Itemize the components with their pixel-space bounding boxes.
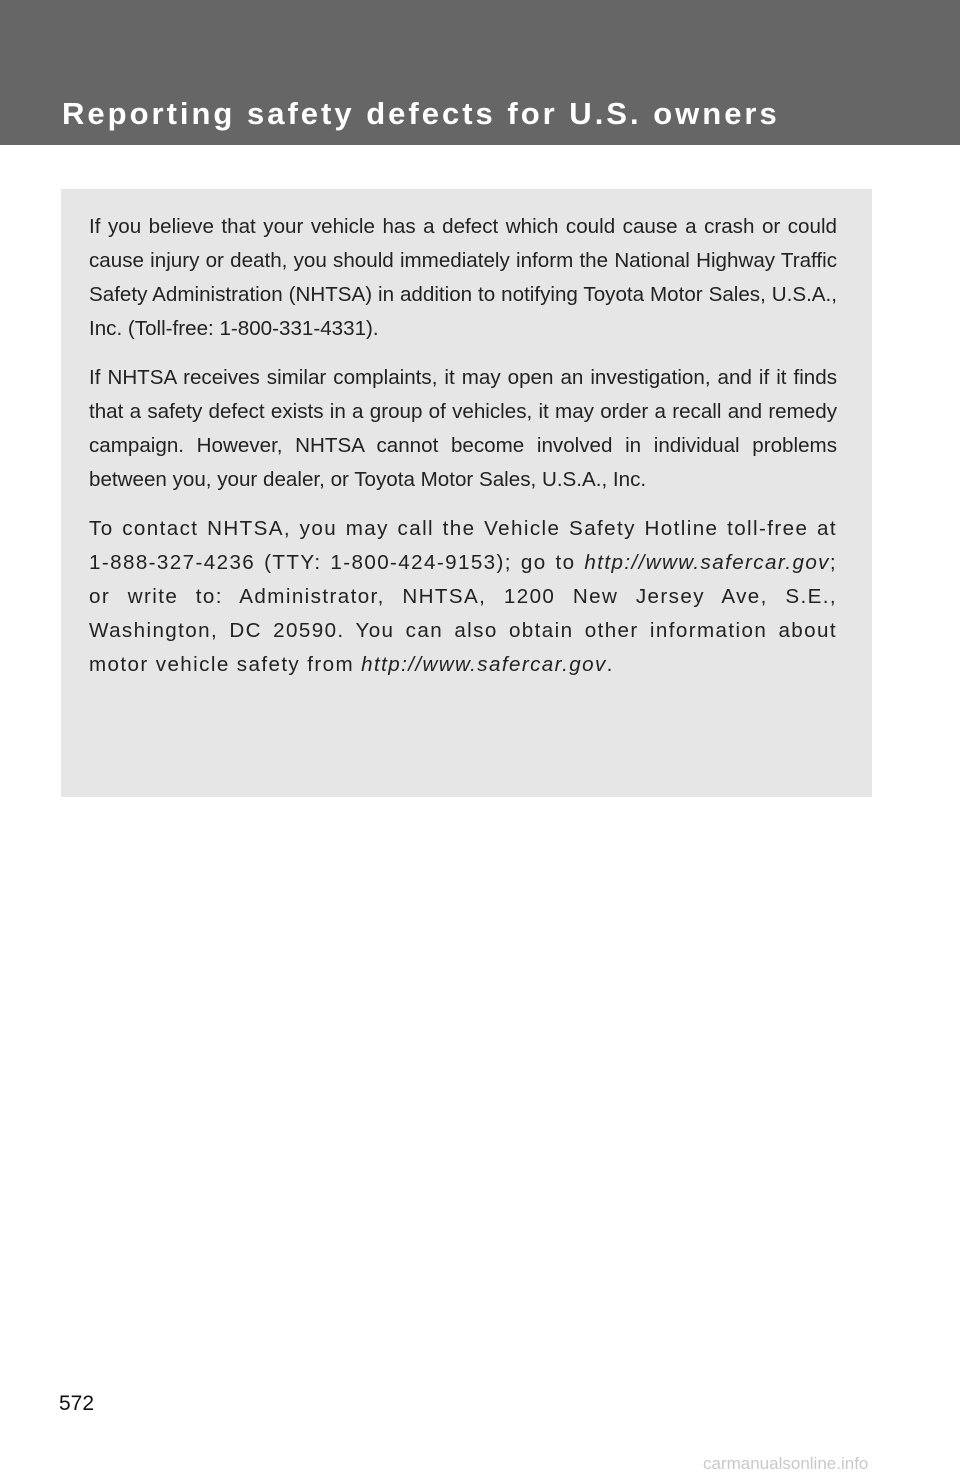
header-band [0,0,960,145]
contact-text-1: To contact NHTSA, you may call the Vehicle Safety Hotline toll-free at 1-888-327-4236 (TTY: 1-800-424-9153); go to [89,517,837,574]
safercar-link-1[interactable]: http://www.safercar.gov [584,551,830,574]
watermark: carmanualsonline.info [703,1454,869,1473]
notice-paragraph-2: If NHTSA receives similar complaints, it may open an investigation, and if it finds that a safety defect exists in a group of vehicles, it may order a recall and remedy campaign. However, NHTSA cannot become involved in individual problems between you, your dealer, or Toyota Motor Sales, U.S.A., Inc. [89,366,837,491]
notice-paragraph-3 [89,512,837,682]
contact-text-2: ; or write to: Administrator, NHTSA, 1200 New Jersey Ave, S.E., Washington, DC 20590. You can also obtain other information about motor vehicle safety from [89,551,837,676]
page-title: Reporting safety defects for U.S. owners [62,96,780,131]
page-number: 572 [59,1392,95,1415]
notice-paragraph-1: If you believe that your vehicle has a defect which could cause a crash or could cause injury or death, you should immediately inform the National Highway Traffic Safety Administration (NHTSA) in addition to notifying Toyota Motor Sales, U.S.A., Inc. (Toll-free: 1-800-331-4331). [89,215,837,340]
safercar-link-2[interactable]: http://www.safercar.gov [361,653,607,676]
contact-text-3: . [606,653,614,676]
notice-box [61,189,872,797]
